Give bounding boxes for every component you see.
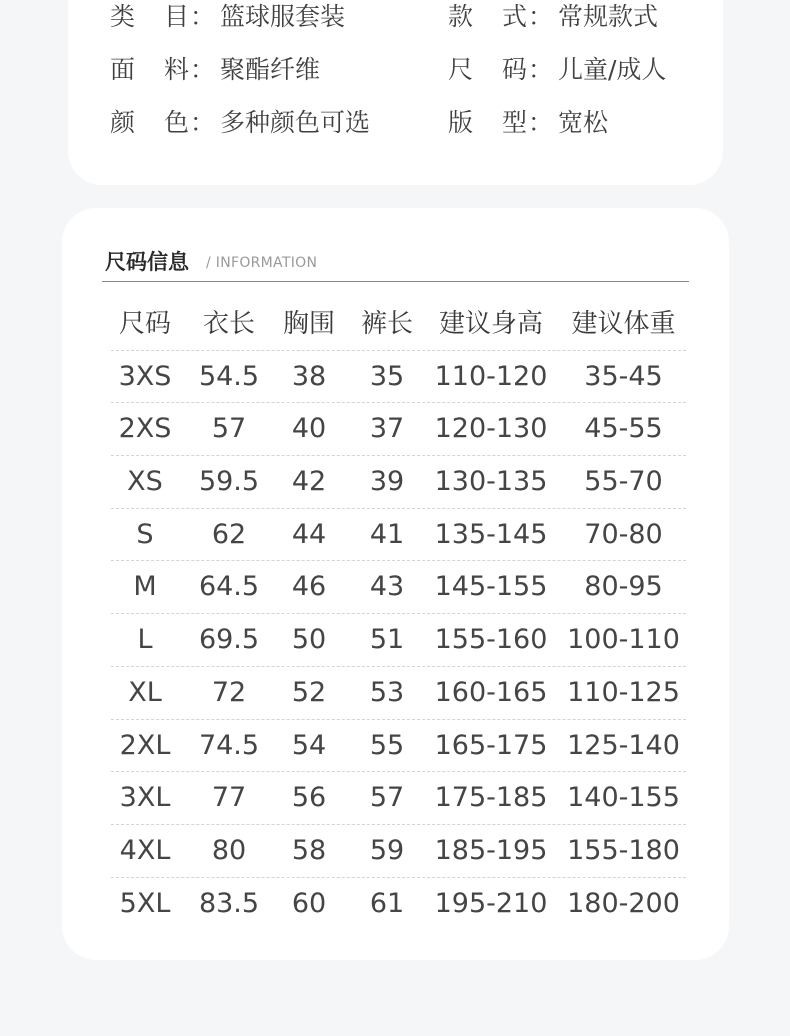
table-cell: 37 bbox=[369, 413, 405, 445]
table-row bbox=[111, 351, 686, 404]
table-cell: 64.5 bbox=[198, 571, 260, 603]
attribute-item bbox=[110, 50, 410, 90]
attribute-item bbox=[448, 0, 748, 37]
attribute-value: 常规款式 bbox=[558, 2, 659, 31]
table-cell: 59.5 bbox=[198, 466, 260, 498]
table-cell: 42 bbox=[291, 466, 327, 498]
table-cell: 2XL bbox=[119, 729, 171, 761]
attribute-value: 篮球服套装 bbox=[220, 2, 346, 31]
table-cell: 59 bbox=[369, 834, 405, 866]
table-row bbox=[111, 772, 686, 825]
attribute-row bbox=[68, 0, 723, 37]
table-row bbox=[111, 509, 686, 562]
table-cell: 185-195 bbox=[434, 834, 548, 866]
attribute-separator: ： bbox=[190, 108, 216, 137]
table-cell: 83.5 bbox=[198, 887, 260, 919]
attribute-row bbox=[68, 103, 723, 143]
table-header-cell: 建议身高 bbox=[438, 309, 543, 339]
table-cell: 2XS bbox=[118, 413, 172, 445]
table-cell: 195-210 bbox=[434, 887, 548, 919]
table-cell: 74.5 bbox=[198, 729, 260, 761]
table-cell: 165-175 bbox=[434, 729, 548, 761]
table-cell: L bbox=[137, 624, 153, 656]
table-cell: 44 bbox=[291, 518, 327, 550]
table-cell: XL bbox=[128, 676, 162, 708]
attribute-separator: ： bbox=[190, 2, 216, 31]
attribute-key-char: 型 bbox=[502, 108, 528, 137]
table-cell: 125-140 bbox=[567, 729, 680, 761]
attribute-key-char: 面 bbox=[110, 55, 136, 84]
table-cell: 54 bbox=[291, 729, 327, 761]
attribute-row bbox=[68, 50, 723, 90]
attribute-key-char: 码 bbox=[502, 55, 528, 84]
table-cell: 140-155 bbox=[567, 782, 680, 814]
attribute-value: 多种颜色可选 bbox=[220, 108, 371, 137]
table-cell: 52 bbox=[291, 676, 327, 708]
table-cell: 80 bbox=[211, 834, 247, 866]
table-header-cell: 尺码 bbox=[118, 309, 171, 339]
table-cell: 55-70 bbox=[584, 466, 663, 498]
attribute-item bbox=[110, 0, 410, 37]
table-cell: 69.5 bbox=[198, 624, 260, 656]
attribute-key-char: 料 bbox=[164, 55, 190, 84]
table-cell: 72 bbox=[211, 676, 247, 708]
attribute-separator: ： bbox=[190, 55, 216, 84]
table-cell: 130-135 bbox=[434, 466, 548, 498]
table-cell: 57 bbox=[211, 413, 247, 445]
attribute-value: 宽松 bbox=[558, 108, 609, 137]
table-cell: 55 bbox=[369, 729, 405, 761]
table-header-cell: 建议体重 bbox=[571, 309, 676, 339]
attribute-separator: ： bbox=[528, 108, 554, 137]
table-cell: 38 bbox=[291, 360, 327, 392]
attribute-item bbox=[110, 103, 410, 143]
table-cell: 110-120 bbox=[434, 360, 548, 392]
table-cell: 41 bbox=[369, 518, 405, 550]
table-cell: 5XL bbox=[119, 887, 171, 919]
table-cell: S bbox=[136, 518, 154, 550]
attribute-separator: ： bbox=[528, 55, 554, 84]
size-table bbox=[111, 298, 686, 930]
table-cell: 4XL bbox=[119, 834, 171, 866]
table-cell: 110-125 bbox=[567, 676, 680, 708]
attribute-key-char: 尺 bbox=[448, 55, 474, 84]
table-cell: 61 bbox=[369, 887, 405, 919]
product-attributes-card bbox=[68, 0, 723, 185]
attribute-key-char: 款 bbox=[448, 2, 474, 31]
table-cell: 180-200 bbox=[567, 887, 680, 919]
table-cell: 70-80 bbox=[584, 518, 663, 550]
table-cell: 50 bbox=[291, 624, 327, 656]
table-row bbox=[111, 456, 686, 509]
table-cell: 145-155 bbox=[434, 571, 548, 603]
table-cell: 40 bbox=[291, 413, 327, 445]
table-row bbox=[111, 614, 686, 667]
table-cell: 53 bbox=[369, 676, 405, 708]
section-subtitle: / INFORMATION bbox=[206, 255, 318, 271]
table-cell: 155-180 bbox=[567, 834, 680, 866]
section-title: 尺码信息 bbox=[105, 250, 189, 274]
table-cell: 56 bbox=[291, 782, 327, 814]
attribute-item bbox=[448, 50, 748, 90]
table-row bbox=[111, 720, 686, 773]
table-cell: 80-95 bbox=[584, 571, 663, 603]
table-cell: 58 bbox=[291, 834, 327, 866]
size-info-card bbox=[62, 208, 729, 960]
table-cell: 77 bbox=[211, 782, 247, 814]
table-cell: 43 bbox=[369, 571, 405, 603]
table-row bbox=[111, 403, 686, 456]
table-cell: 46 bbox=[291, 571, 327, 603]
attribute-value: 聚酯纤维 bbox=[220, 55, 321, 84]
table-row bbox=[111, 825, 686, 878]
table-header-cell: 胸围 bbox=[282, 309, 335, 339]
table-cell: 45-55 bbox=[584, 413, 663, 445]
table-cell: 54.5 bbox=[198, 360, 260, 392]
table-cell: 60 bbox=[291, 887, 327, 919]
table-cell: 35-45 bbox=[584, 360, 663, 392]
table-cell: XS bbox=[127, 466, 163, 498]
attribute-key-char: 版 bbox=[448, 108, 474, 137]
table-cell: 35 bbox=[369, 360, 405, 392]
table-cell: 120-130 bbox=[434, 413, 548, 445]
attribute-separator: ： bbox=[528, 2, 554, 31]
table-cell: 3XS bbox=[118, 360, 172, 392]
table-header-row bbox=[111, 298, 686, 351]
table-header-cell: 衣长 bbox=[202, 309, 255, 339]
table-cell: 62 bbox=[211, 518, 247, 550]
table-cell: 57 bbox=[369, 782, 405, 814]
section-divider bbox=[102, 281, 689, 282]
table-row bbox=[111, 667, 686, 720]
table-cell: 3XL bbox=[119, 782, 171, 814]
table-cell: 39 bbox=[369, 466, 405, 498]
table-cell: 160-165 bbox=[434, 676, 548, 708]
attribute-key-char: 类 bbox=[110, 2, 136, 31]
table-header-cell: 裤长 bbox=[360, 309, 413, 339]
attribute-key-char: 式 bbox=[502, 2, 528, 31]
table-row bbox=[111, 561, 686, 614]
table-cell: 51 bbox=[369, 624, 405, 656]
table-cell: 155-160 bbox=[434, 624, 548, 656]
attribute-value: 儿童/成人 bbox=[558, 55, 667, 84]
table-cell: M bbox=[133, 571, 157, 603]
attribute-key-char: 颜 bbox=[110, 108, 136, 137]
attribute-key-char: 色 bbox=[164, 108, 190, 137]
table-row bbox=[111, 878, 686, 931]
table-cell: 100-110 bbox=[567, 624, 680, 656]
attribute-key-char: 目 bbox=[164, 2, 190, 31]
table-cell: 135-145 bbox=[434, 518, 548, 550]
table-cell: 175-185 bbox=[434, 782, 548, 814]
attribute-item bbox=[448, 103, 748, 143]
